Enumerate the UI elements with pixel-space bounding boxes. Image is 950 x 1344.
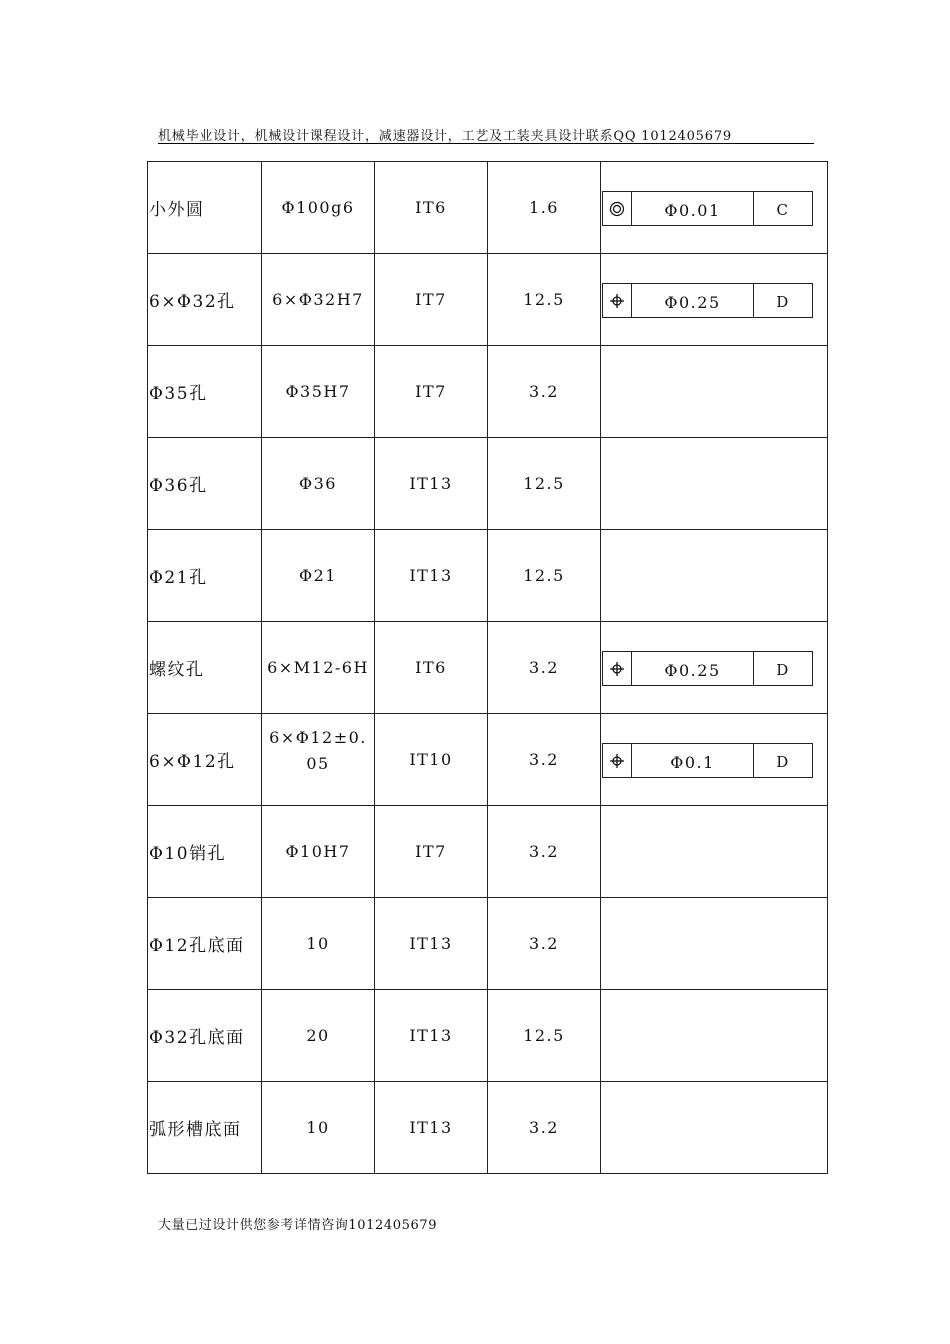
dimension-cell: 20	[262, 990, 375, 1082]
tolerance-grade-cell: IT13	[375, 530, 488, 622]
table-row	[148, 714, 828, 806]
dimension-cell: Φ10H7	[262, 806, 375, 898]
tolerance-grade-cell: IT13	[375, 1082, 488, 1174]
dimension-cell-text: 6×Φ12±0.05	[269, 727, 367, 773]
feature-cell: 6×Φ32孔	[148, 254, 262, 346]
dimension-cell: 6×M12-6H	[262, 622, 375, 714]
tolerance-grade-cell: IT7	[375, 346, 488, 438]
tolerance-grade-cell: IT13	[375, 898, 488, 990]
roughness-cell: 12.5	[488, 438, 601, 530]
tolerance-grade-cell: IT6	[375, 162, 488, 254]
tolerance-grade-cell: IT10	[375, 714, 488, 806]
geometric-tolerance-cell	[601, 346, 828, 438]
feature-cell: 小外圆	[148, 162, 262, 254]
tolerance-value: Φ0.25	[632, 284, 754, 317]
dimension-cell: Φ35H7	[262, 346, 375, 438]
roughness-cell: 3.2	[488, 806, 601, 898]
tolerance-grade-cell: IT13	[375, 438, 488, 530]
table-row	[148, 806, 828, 898]
geometric-tolerance-cell	[601, 254, 828, 346]
roughness-cell: 1.6	[488, 162, 601, 254]
table-row	[148, 990, 828, 1082]
feature-cell: Φ35孔	[148, 346, 262, 438]
roughness-cell: 3.2	[488, 622, 601, 714]
datum-reference: D	[776, 293, 790, 311]
dimension-cell: 10	[262, 898, 375, 990]
tolerance-grade-cell: IT6	[375, 622, 488, 714]
feature-cell: Φ36孔	[148, 438, 262, 530]
page-footer: 大量已过设计供您参考详情咨询1012405679	[158, 1218, 438, 1233]
position-icon	[603, 284, 632, 317]
geometric-tolerance-cell	[601, 990, 828, 1082]
roughness-cell: 3.2	[488, 346, 601, 438]
geometric-tolerance-cell	[601, 438, 828, 530]
dimension-cell	[262, 714, 375, 806]
dimension-cell: 6×Φ32H7	[262, 254, 375, 346]
feature-cell: Φ12孔底面	[148, 898, 262, 990]
position-icon	[603, 744, 632, 777]
geometric-tolerance-cell	[601, 714, 828, 806]
roughness-cell: 12.5	[488, 990, 601, 1082]
tolerance-value: Φ0.25	[632, 652, 754, 685]
table-row	[148, 622, 828, 714]
feature-cell: Φ10销孔	[148, 806, 262, 898]
dimension-cell: Φ100g6	[262, 162, 375, 254]
geometric-tolerance-cell	[601, 1082, 828, 1174]
tolerance-grade-cell: IT7	[375, 806, 488, 898]
tolerance-grade-cell: IT13	[375, 990, 488, 1082]
geometric-tolerance-cell	[601, 622, 828, 714]
geometric-tolerance-cell	[601, 806, 828, 898]
feature-cell: 螺纹孔	[148, 622, 262, 714]
tolerance-value: Φ0.1	[632, 744, 754, 777]
table-row	[148, 898, 828, 990]
dimension-cell: Φ21	[262, 530, 375, 622]
roughness-cell: 3.2	[488, 1082, 601, 1174]
dimension-cell: Φ36	[262, 438, 375, 530]
roughness-cell: 3.2	[488, 898, 601, 990]
specification-table	[147, 161, 828, 1174]
table-row	[148, 162, 828, 254]
feature-control-frame	[602, 191, 813, 226]
feature-control-frame	[602, 743, 813, 778]
feature-control-frame	[602, 651, 813, 686]
table-row	[148, 438, 828, 530]
feature-control-frame	[602, 283, 813, 318]
geometric-tolerance-cell	[601, 162, 828, 254]
geometric-tolerance-cell	[601, 530, 828, 622]
roughness-cell: 12.5	[488, 530, 601, 622]
table-row	[148, 1082, 828, 1174]
feature-cell: 弧形槽底面	[148, 1082, 262, 1174]
feature-cell: Φ32孔底面	[148, 990, 262, 1082]
geometric-tolerance-cell	[601, 898, 828, 990]
feature-cell: Φ21孔	[148, 530, 262, 622]
roughness-cell: 12.5	[488, 254, 601, 346]
dimension-cell: 10	[262, 1082, 375, 1174]
datum-reference: D	[776, 753, 790, 771]
concentricity-icon	[603, 192, 632, 225]
datum-reference: D	[776, 661, 790, 679]
position-icon	[603, 652, 632, 685]
tolerance-value: Φ0.01	[632, 192, 754, 225]
table-row	[148, 346, 828, 438]
datum-reference: C	[776, 201, 790, 219]
roughness-cell: 3.2	[488, 714, 601, 806]
table-row	[148, 254, 828, 346]
page-header: 机械毕业设计，机械设计课程设计，减速器设计，工艺及工装夹具设计联系QQ 1012405679	[158, 125, 814, 144]
table-row	[148, 530, 828, 622]
feature-cell: 6×Φ12孔	[148, 714, 262, 806]
tolerance-grade-cell: IT7	[375, 254, 488, 346]
